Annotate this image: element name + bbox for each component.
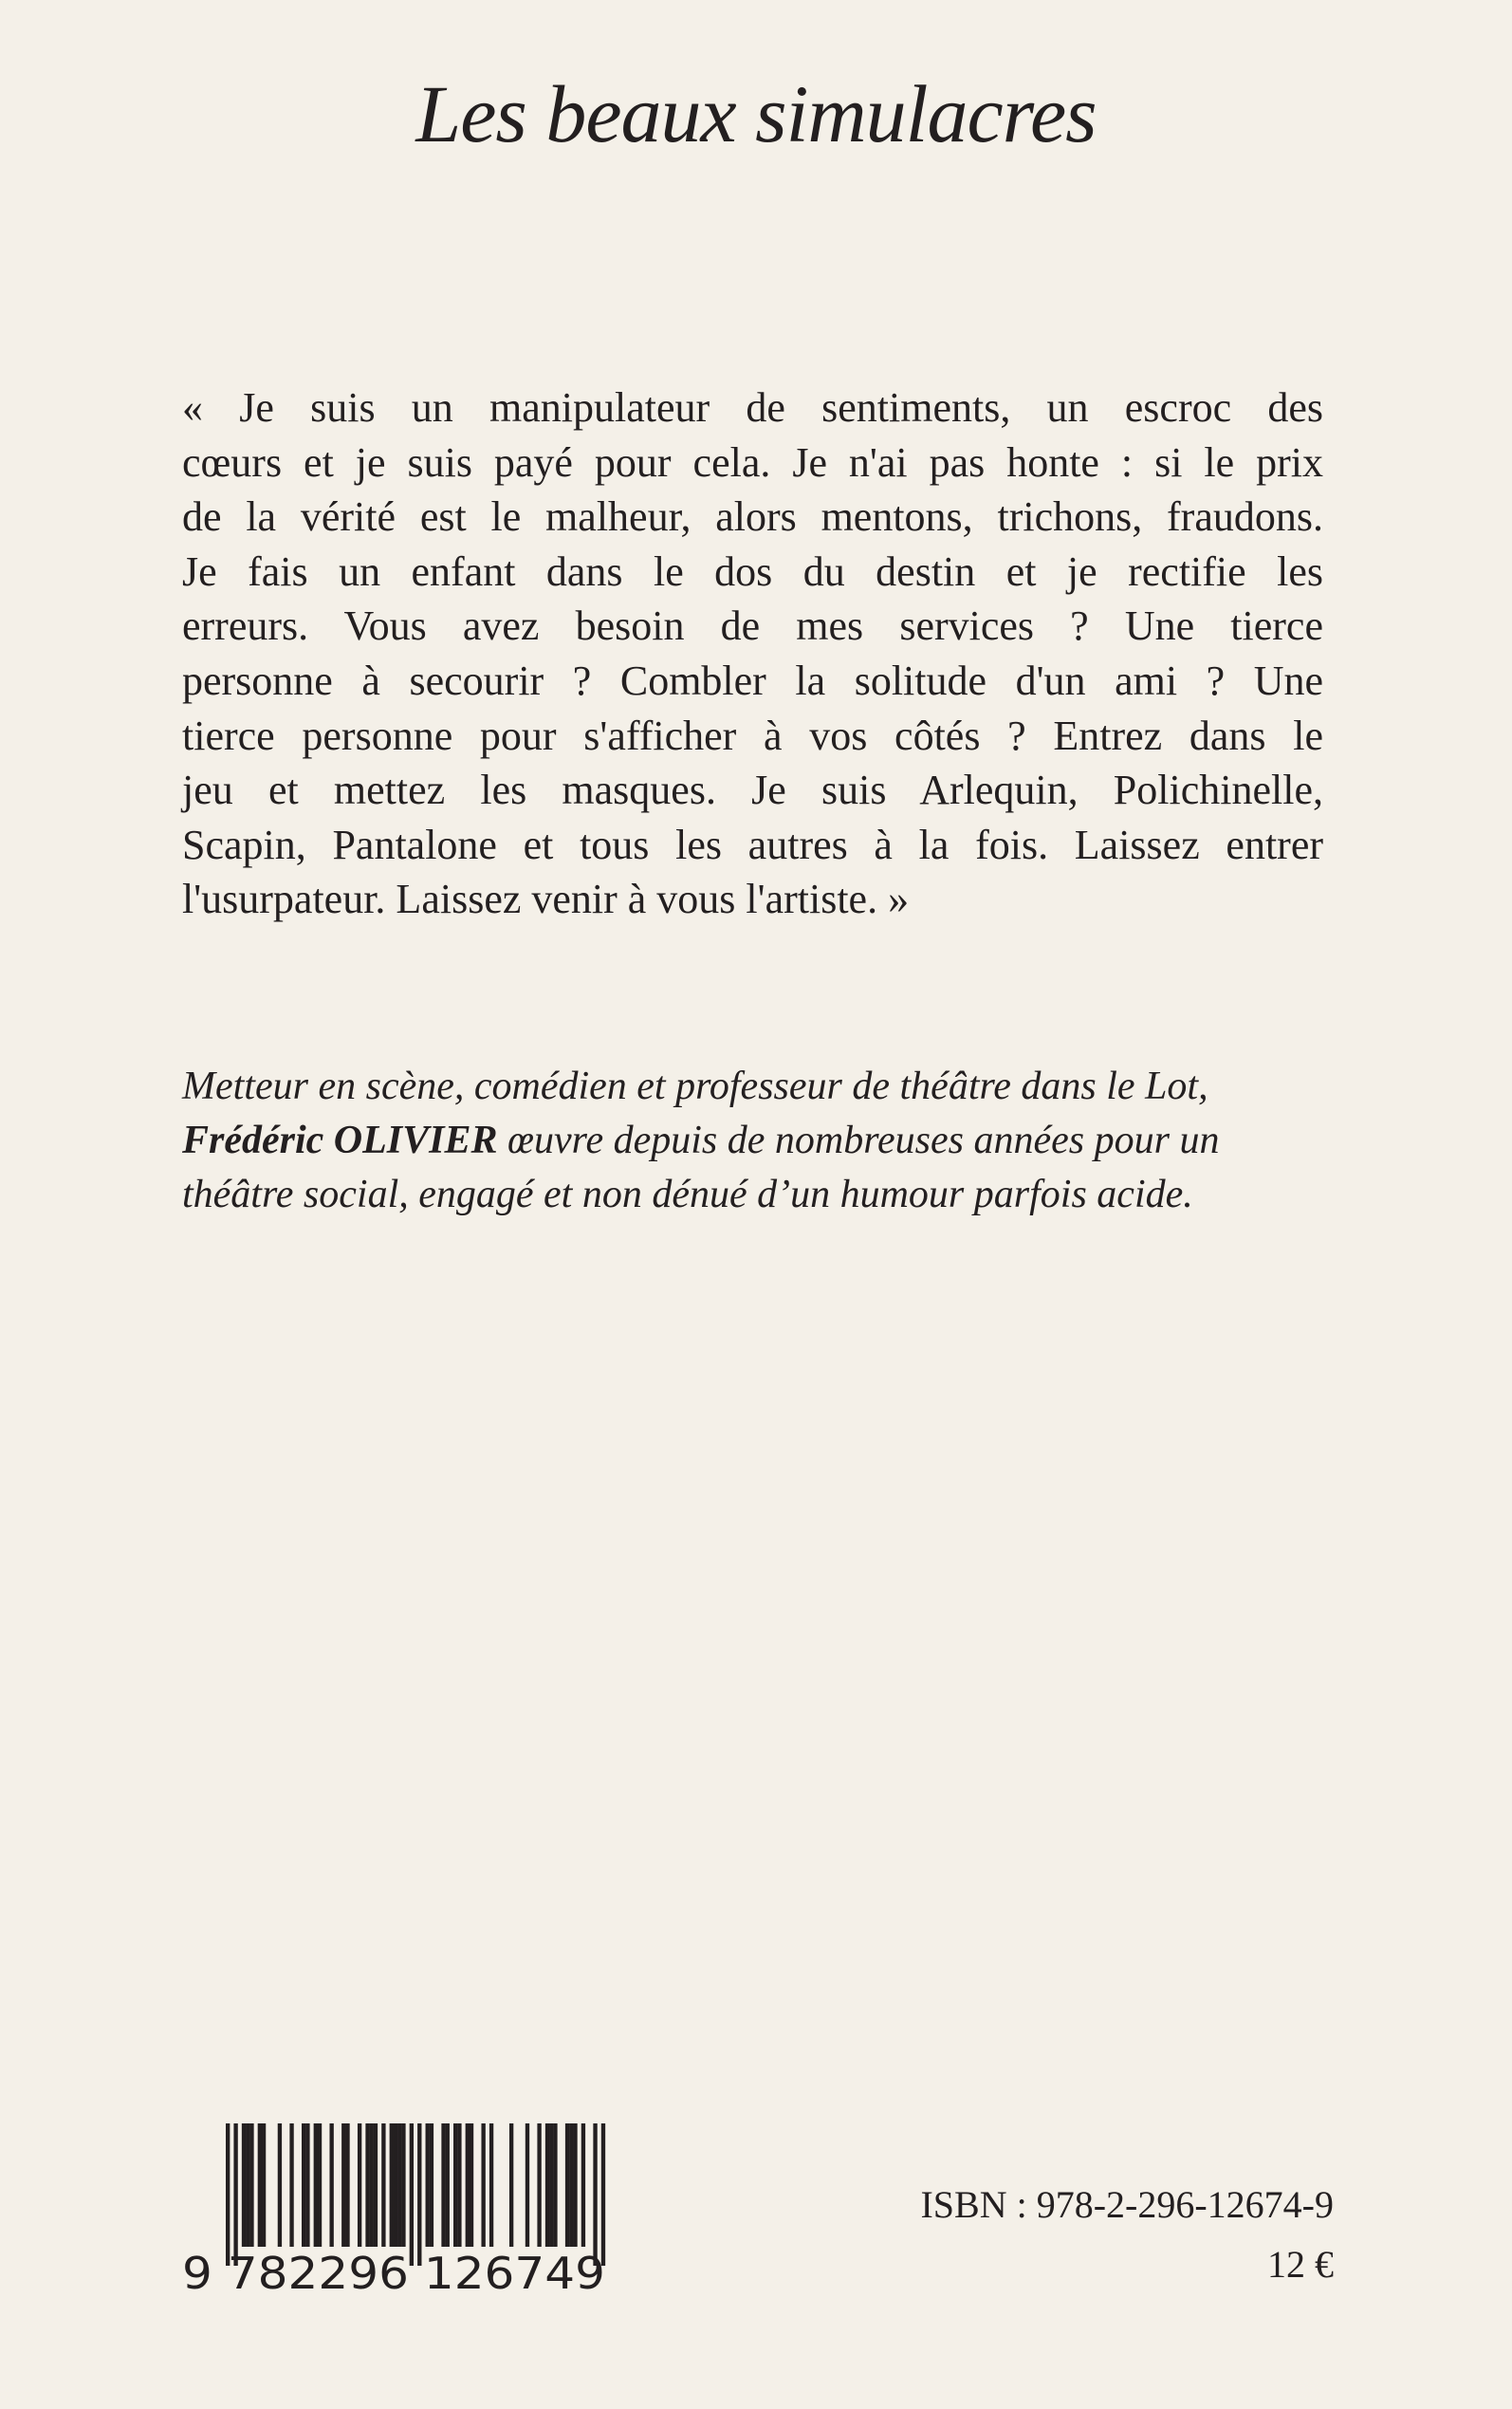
barcode-bar bbox=[305, 2123, 309, 2247]
barcode-bar bbox=[565, 2123, 569, 2247]
barcode-bar bbox=[457, 2123, 461, 2247]
bio-line: théâtre social, engagé et non dénué d’un humour parfois acide. bbox=[182, 1173, 1193, 1216]
quote-line: « Je suis un manipulateur de sentiments, un escroc des bbox=[182, 384, 1323, 431]
barcode-bar bbox=[370, 2123, 374, 2247]
barcode-bar bbox=[509, 2123, 513, 2247]
bio-line-rest: œuvre depuis de nombreuses années pour un bbox=[497, 1119, 1220, 1162]
barcode-bar bbox=[526, 2123, 529, 2247]
barcode-bar bbox=[470, 2123, 473, 2247]
barcode-bar bbox=[549, 2123, 553, 2247]
barcode-bar bbox=[390, 2123, 394, 2247]
barcode-bar bbox=[441, 2123, 445, 2247]
barcode-bar bbox=[262, 2123, 266, 2247]
barcode-bars bbox=[226, 2123, 605, 2266]
barcode-bar bbox=[365, 2123, 369, 2247]
quote-line: Scapin, Pantalone et tous les autres à la fois. Laissez entrer bbox=[182, 821, 1323, 868]
barcode-bar bbox=[581, 2123, 585, 2247]
quote-line: personne à secourir ? Combler la solitude d'un ami ? Une bbox=[182, 657, 1323, 704]
barcode-bar bbox=[249, 2123, 253, 2247]
barcode-bar bbox=[246, 2123, 249, 2247]
barcode-bar bbox=[358, 2123, 361, 2247]
barcode-bar bbox=[601, 2123, 605, 2266]
barcode-bar bbox=[318, 2123, 322, 2247]
barcode-bar bbox=[417, 2123, 421, 2266]
barcode-bar bbox=[489, 2123, 493, 2247]
barcode-bar bbox=[233, 2123, 237, 2266]
quote-line: cœurs et je suis payé pour cela. Je n'ai pas honte : si le prix bbox=[182, 438, 1323, 486]
author-bio bbox=[182, 1060, 1323, 1222]
quote-line: Je fais un enfant dans le dos du destin et je rectifie les bbox=[182, 547, 1323, 595]
quote-line: tierce personne pour s'afficher à vos côtés ? Entrez dans le bbox=[182, 712, 1323, 759]
barcode-bar bbox=[430, 2123, 433, 2247]
barcode-bar bbox=[314, 2123, 318, 2247]
barcode-bar bbox=[593, 2123, 597, 2266]
quote-line: l'usurpateur. Laissez venir à vous l'artiste. » bbox=[182, 876, 910, 923]
barcode-bar bbox=[446, 2123, 450, 2247]
barcode-bar bbox=[302, 2123, 305, 2247]
barcode-bar bbox=[226, 2123, 230, 2266]
barcode-bar bbox=[545, 2123, 549, 2247]
barcode-bar bbox=[242, 2123, 246, 2247]
barcode-bar bbox=[278, 2123, 282, 2247]
barcode-bar bbox=[537, 2123, 541, 2247]
barcode-bar bbox=[401, 2123, 405, 2247]
barcode-bar bbox=[481, 2123, 485, 2247]
barcode-bar bbox=[345, 2123, 349, 2247]
barcode-bar bbox=[374, 2123, 378, 2247]
barcode-bar bbox=[569, 2123, 573, 2247]
isbn-number: ISBN : 978-2-296-12674-9 bbox=[920, 2183, 1334, 2226]
barcode-bar bbox=[329, 2123, 333, 2247]
bio-line bbox=[182, 1114, 1323, 1168]
quote-line: erreurs. Vous avez besoin de mes services ? Une tierce bbox=[182, 602, 1323, 650]
barcode-bar bbox=[289, 2123, 293, 2247]
barcode-bar bbox=[397, 2123, 401, 2247]
price: 12 € bbox=[1267, 2243, 1334, 2286]
blurb-quote bbox=[182, 380, 1323, 927]
isbn-barcode bbox=[180, 2123, 609, 2294]
quote-line: de la vérité est le malheur, alors mentons, trichons, fraudons. bbox=[182, 493, 1323, 541]
barcode-bar bbox=[573, 2123, 577, 2247]
barcode-bar bbox=[453, 2123, 457, 2247]
author-name: Frédéric OLIVIER bbox=[182, 1119, 498, 1162]
barcode-bar bbox=[258, 2123, 262, 2247]
barcode-bar bbox=[341, 2123, 345, 2247]
quote-line: jeu et mettez les masques. Je suis Arlequin, Polichinelle, bbox=[182, 767, 1323, 814]
barcode-digits: 9 782296 126749 bbox=[182, 2248, 605, 2294]
barcode-bar bbox=[381, 2123, 385, 2247]
barcode-bar bbox=[410, 2123, 414, 2266]
book-title: Les beaux simulacres bbox=[415, 68, 1097, 159]
barcode-bar bbox=[426, 2123, 430, 2247]
barcode-bar bbox=[466, 2123, 470, 2247]
barcode-bar bbox=[553, 2123, 557, 2247]
bio-line: Metteur en scène, comédien et professeur de théâtre dans le Lot, bbox=[182, 1065, 1208, 1108]
barcode-bar bbox=[394, 2123, 397, 2247]
